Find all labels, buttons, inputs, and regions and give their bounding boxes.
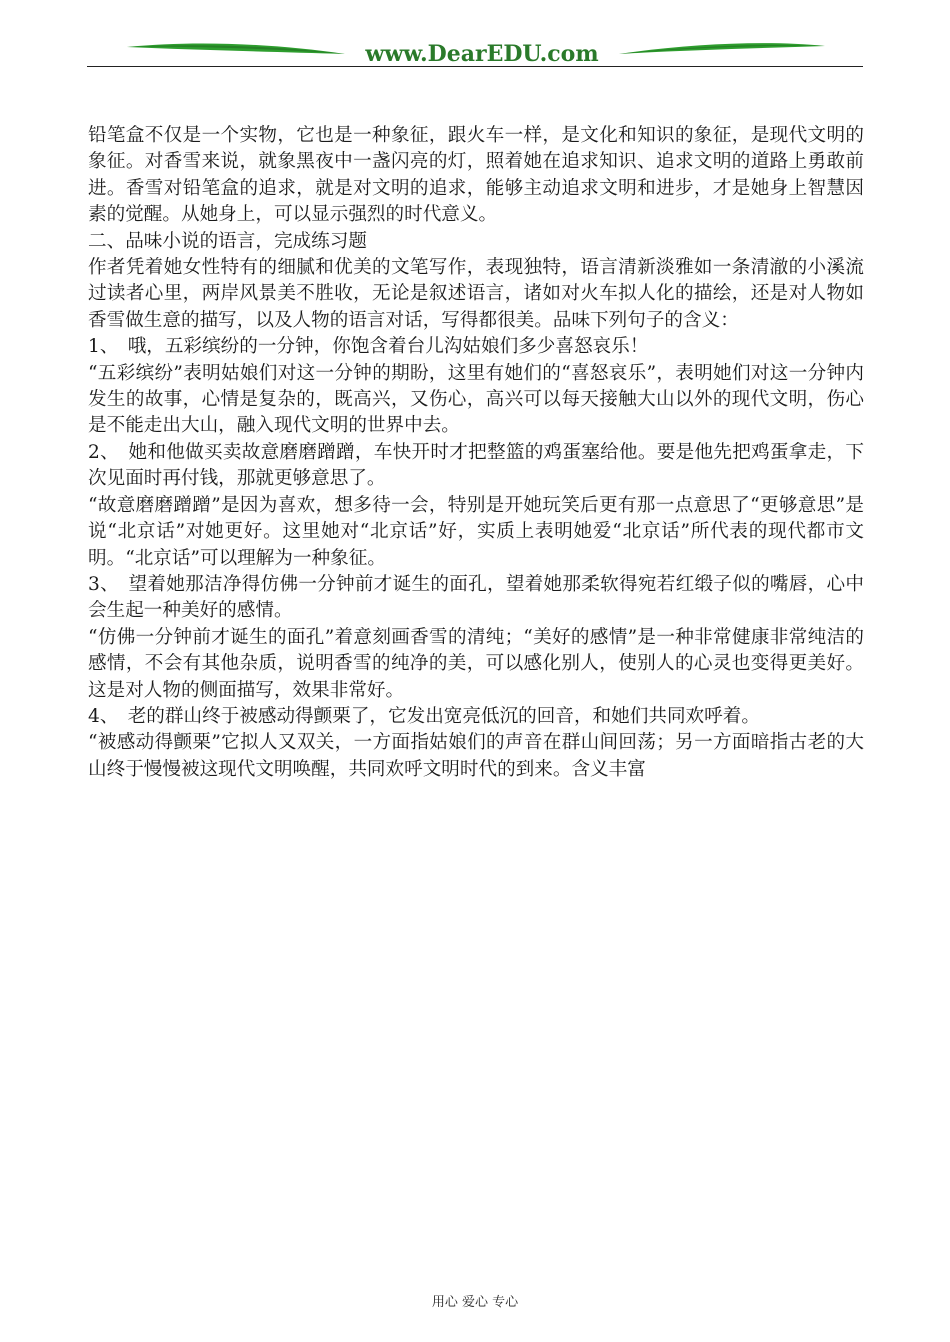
answer-paragraph: “故意磨磨蹭蹭”是因为喜欢，想多待一会，特别是开她玩笑后更有那一点意思了“更够意思”是说“北京话”对她更好。这里她对“北京话”好，实质上表明她爱“北京话”所代表的现代都市文明。“北京话”可以理解为一种象征。: [88, 494, 864, 569]
logo-text: www.DearEDU.com: [365, 41, 599, 67]
section-heading: 二、品味小说的语言，完成练习题: [88, 230, 367, 252]
dearedu-logo: [87, 34, 863, 74]
page-footer: 用心 爱心 专心: [431, 1295, 519, 1310]
document-body: [88, 123, 864, 783]
paragraph: 铅笔盒不仅是一个实物，它也是一种象征，跟火车一样，是文化和知识的象征，是现代文明的象征。对香雪来说，就象黑夜中一盏闪亮的灯，照着她在追求知识、追求文明的道路上勇敢前进。香雪对铅笔盒的追求，就是对文明的追求，能够主动追求文明和进步，才是她身上智慧因素的觉醒。从她身上，可以显示强烈的时代意义。: [88, 125, 864, 226]
right-swoosh-icon: [619, 43, 825, 54]
answer-paragraph: “被感动得颤栗”它拟人又双关，一方面指姑娘们的声音在群山间回荡；另一方面暗指古老的大山终于慢慢被这现代文明唤醒，共同欢呼文明时代的到来。含义丰富: [88, 732, 864, 780]
question-item: 2、 她和他做买卖故意磨磨蹭蹭，车快开时才把整篮的鸡蛋塞给他。要是他先把鸡蛋拿走，下次见面时再付钱，那就更够意思了。: [88, 441, 864, 490]
page-header: [87, 34, 863, 74]
answer-paragraph: “仿佛一分钟前才诞生的面孔”着意刻画香雪的清纯；“美好的感情”是一种非常健康非常纯洁的感情，不会有其他杂质，说明香雪的纯净的美，可以感化别人，使别人的心灵也变得更美好。这是对人物的侧面描写，效果非常好。: [88, 626, 864, 701]
question-item: 4、 老的群山终于被感动得颤栗了，它发出宽亮低沉的回音，和她们共同欢呼着。: [88, 705, 760, 727]
paragraph: 作者凭着她女性特有的细腻和优美的文笔写作，表现独特，语言清新淡雅如一条清澈的小溪流过读者心里，两岸风景美不胜收，无论是叙述语言，诸如对火车拟人化的描绘，还是对人物如香雪做生意的描写，以及人物的语言对话，写得都很美。品味下列句子的含义：: [88, 257, 864, 331]
answer-paragraph: “五彩缤纷”表明姑娘们对这一分钟的期盼，这里有她们的“喜怒哀乐”，表明她们对这一分钟内发生的故事，心情是复杂的，既高兴，又伤心，高兴可以每天接触大山以外的现代文明，伤心是不能走出大山，融入现代文明的世界中去。: [88, 362, 864, 437]
left-swoosh-icon: [127, 43, 345, 54]
question-item: 1、 哦，五彩缤纷的一分钟，你饱含着台儿沟姑娘们多少喜怒哀乐！: [88, 336, 649, 358]
question-item: 3、 望着她那洁净得仿佛一分钟前才诞生的面孔，望着她那柔软得宛若红缎子似的嘴唇，心中会生起一种美好的感情。: [88, 573, 864, 622]
header-divider: [87, 66, 863, 67]
